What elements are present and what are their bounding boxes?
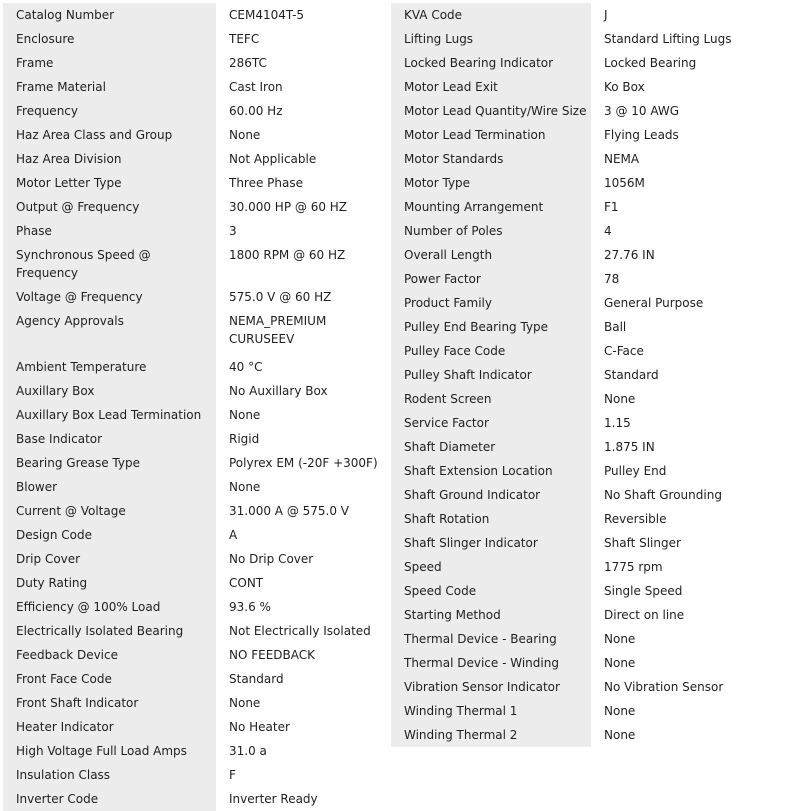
spec-value-line: Inverter Ready bbox=[229, 792, 318, 806]
spec-label: Starting Method bbox=[391, 603, 591, 627]
spec-value-line: No Vibration Sensor bbox=[604, 680, 724, 694]
spec-table-left bbox=[3, 3, 389, 811]
spec-value-line: None bbox=[229, 696, 261, 710]
spec-value bbox=[216, 309, 389, 355]
spec-value bbox=[591, 171, 784, 195]
spec-row bbox=[3, 355, 389, 379]
spec-label: Front Shaft Indicator bbox=[3, 691, 216, 715]
spec-label: Design Code bbox=[3, 523, 216, 547]
spec-value-line: CEM4104T-5 bbox=[229, 8, 305, 22]
spec-row bbox=[3, 619, 389, 643]
spec-label: Feedback Device bbox=[3, 643, 216, 667]
spec-label: Shaft Extension Location bbox=[391, 459, 591, 483]
spec-row bbox=[391, 315, 784, 339]
spec-value-line: None bbox=[604, 656, 636, 670]
spec-value-line: 31.0 a bbox=[229, 744, 267, 758]
spec-label: Enclosure bbox=[3, 27, 216, 51]
spec-row bbox=[391, 651, 784, 675]
spec-value bbox=[216, 715, 389, 739]
spec-value bbox=[591, 603, 784, 627]
spec-value bbox=[591, 51, 784, 75]
spec-value bbox=[216, 51, 389, 75]
spec-row bbox=[391, 459, 784, 483]
spec-value-line: F bbox=[229, 768, 236, 782]
spec-label: Current @ Voltage bbox=[3, 499, 216, 523]
spec-value bbox=[216, 3, 389, 27]
spec-label: Duty Rating bbox=[3, 571, 216, 595]
spec-label: Vibration Sensor Indicator bbox=[391, 675, 591, 699]
spec-value-line: 3 @ 10 AWG bbox=[604, 104, 680, 118]
spec-value-line: Single Speed bbox=[604, 584, 683, 598]
spec-row bbox=[391, 27, 784, 51]
spec-row bbox=[3, 403, 389, 427]
spec-value-line: None bbox=[229, 480, 261, 494]
spec-value-line: 1775 rpm bbox=[604, 560, 663, 574]
spec-value bbox=[216, 787, 389, 811]
spec-value-line: No Auxillary Box bbox=[229, 384, 328, 398]
spec-value bbox=[591, 579, 784, 603]
spec-value-line: Flying Leads bbox=[604, 128, 679, 142]
spec-row bbox=[391, 291, 784, 315]
spec-label: Pulley Face Code bbox=[391, 339, 591, 363]
spec-value bbox=[591, 363, 784, 387]
spec-row bbox=[3, 547, 389, 571]
spec-label: Agency Approvals bbox=[3, 309, 216, 355]
spec-label: Speed Code bbox=[391, 579, 591, 603]
spec-value bbox=[216, 403, 389, 427]
spec-value bbox=[591, 723, 784, 747]
spec-label: Efficiency @ 100% Load bbox=[3, 595, 216, 619]
spec-value-line: Standard bbox=[229, 672, 284, 686]
spec-value-line: Ko Box bbox=[604, 80, 645, 94]
spec-row bbox=[3, 691, 389, 715]
spec-value bbox=[216, 475, 389, 499]
spec-row bbox=[3, 99, 389, 123]
spec-label: Motor Type bbox=[391, 171, 591, 195]
spec-value-line: No Shaft Grounding bbox=[604, 488, 722, 502]
spec-value bbox=[591, 651, 784, 675]
spec-value bbox=[216, 75, 389, 99]
spec-row bbox=[3, 243, 389, 285]
spec-value-line: J bbox=[604, 8, 608, 22]
spec-value bbox=[591, 339, 784, 363]
spec-value bbox=[216, 547, 389, 571]
spec-value-line: NEMA bbox=[604, 152, 640, 166]
spec-value bbox=[591, 75, 784, 99]
spec-row bbox=[391, 171, 784, 195]
spec-row bbox=[3, 451, 389, 475]
spec-label: Blower bbox=[3, 475, 216, 499]
spec-value bbox=[591, 387, 784, 411]
spec-value bbox=[591, 123, 784, 147]
spec-row bbox=[391, 531, 784, 555]
spec-label: Front Face Code bbox=[3, 667, 216, 691]
spec-value-line: Direct on line bbox=[604, 608, 685, 622]
spec-value-line: None bbox=[604, 704, 636, 718]
spec-row bbox=[3, 285, 389, 309]
spec-value bbox=[591, 531, 784, 555]
spec-row bbox=[3, 171, 389, 195]
spec-row bbox=[3, 595, 389, 619]
spec-value bbox=[591, 27, 784, 51]
spec-label: Pulley End Bearing Type bbox=[391, 315, 591, 339]
spec-row bbox=[391, 339, 784, 363]
spec-row bbox=[391, 627, 784, 651]
spec-value bbox=[216, 27, 389, 51]
spec-row bbox=[3, 763, 389, 787]
spec-value-line: 31.000 A @ 575.0 V bbox=[229, 504, 350, 518]
spec-label: Locked Bearing Indicator bbox=[391, 51, 591, 75]
spec-value bbox=[216, 619, 389, 643]
spec-label: Motor Lead Termination bbox=[391, 123, 591, 147]
spec-row bbox=[391, 51, 784, 75]
spec-row bbox=[3, 123, 389, 147]
spec-row bbox=[391, 219, 784, 243]
spec-row bbox=[391, 99, 784, 123]
spec-table-right bbox=[391, 3, 784, 747]
spec-row bbox=[3, 475, 389, 499]
spec-label: Inverter Code bbox=[3, 787, 216, 811]
spec-label: Shaft Diameter bbox=[391, 435, 591, 459]
spec-row bbox=[391, 147, 784, 171]
spec-value-line: 1056M bbox=[604, 176, 645, 190]
spec-row bbox=[391, 123, 784, 147]
spec-value-line: 286TC bbox=[229, 56, 267, 70]
spec-label: Winding Thermal 1 bbox=[391, 699, 591, 723]
spec-value bbox=[216, 99, 389, 123]
spec-value-line: Standard Lifting Lugs bbox=[604, 32, 732, 46]
spec-value bbox=[591, 315, 784, 339]
spec-label: Winding Thermal 2 bbox=[391, 723, 591, 747]
spec-value bbox=[216, 451, 389, 475]
spec-value bbox=[591, 99, 784, 123]
spec-label: Auxillary Box bbox=[3, 379, 216, 403]
spec-value-line: CURUSEEV bbox=[229, 332, 295, 346]
spec-value-line: None bbox=[604, 392, 636, 406]
spec-value bbox=[216, 219, 389, 243]
spec-value bbox=[591, 219, 784, 243]
spec-value bbox=[216, 379, 389, 403]
spec-value-line: Not Electrically Isolated bbox=[229, 624, 371, 638]
spec-value-line: 1.875 IN bbox=[604, 440, 655, 454]
spec-value bbox=[216, 195, 389, 219]
spec-row bbox=[391, 435, 784, 459]
spec-value bbox=[591, 699, 784, 723]
spec-label: Synchronous Speed @ Frequency bbox=[3, 243, 216, 285]
spec-row bbox=[391, 603, 784, 627]
spec-value-line: None bbox=[604, 728, 636, 742]
spec-row bbox=[391, 555, 784, 579]
spec-row bbox=[391, 195, 784, 219]
spec-row bbox=[3, 739, 389, 763]
spec-value bbox=[591, 3, 784, 27]
spec-row bbox=[3, 787, 389, 811]
spec-label: Motor Lead Exit bbox=[391, 75, 591, 99]
spec-value-line: Standard bbox=[604, 368, 659, 382]
spec-row bbox=[391, 75, 784, 99]
spec-value-line: Shaft Slinger bbox=[604, 536, 681, 550]
spec-label: Thermal Device - Winding bbox=[391, 651, 591, 675]
spec-label: Mounting Arrangement bbox=[391, 195, 591, 219]
spec-label: Product Family bbox=[391, 291, 591, 315]
spec-value bbox=[591, 459, 784, 483]
spec-value bbox=[591, 435, 784, 459]
spec-label: Lifting Lugs bbox=[391, 27, 591, 51]
spec-value-line: 93.6 % bbox=[229, 600, 271, 614]
spec-value bbox=[591, 411, 784, 435]
spec-label: Service Factor bbox=[391, 411, 591, 435]
spec-value bbox=[216, 595, 389, 619]
spec-label: Number of Poles bbox=[391, 219, 591, 243]
spec-value-line: Locked Bearing bbox=[604, 56, 697, 70]
spec-label: Auxillary Box Lead Termination bbox=[3, 403, 216, 427]
spec-row bbox=[3, 195, 389, 219]
spec-label: Speed bbox=[391, 555, 591, 579]
spec-value-line: 1.15 bbox=[604, 416, 631, 430]
spec-label: Power Factor bbox=[391, 267, 591, 291]
spec-label: Rodent Screen bbox=[391, 387, 591, 411]
spec-row bbox=[3, 75, 389, 99]
spec-row bbox=[391, 267, 784, 291]
spec-value-line: Rigid bbox=[229, 432, 260, 446]
spec-value bbox=[216, 523, 389, 547]
spec-row bbox=[3, 643, 389, 667]
spec-value bbox=[216, 171, 389, 195]
spec-label: KVA Code bbox=[391, 3, 591, 27]
spec-row bbox=[3, 715, 389, 739]
spec-label: Thermal Device - Bearing bbox=[391, 627, 591, 651]
spec-value-line: General Purpose bbox=[604, 296, 704, 310]
spec-value-line: None bbox=[604, 632, 636, 646]
spec-label: Electrically Isolated Bearing bbox=[3, 619, 216, 643]
spec-value bbox=[216, 643, 389, 667]
spec-value-line: Ball bbox=[604, 320, 627, 334]
spec-value bbox=[216, 499, 389, 523]
spec-value-line: Cast Iron bbox=[229, 80, 283, 94]
spec-value-line: CONT bbox=[229, 576, 264, 590]
spec-value bbox=[591, 291, 784, 315]
spec-row bbox=[391, 699, 784, 723]
spec-value-line: F1 bbox=[604, 200, 619, 214]
spec-label: Ambient Temperature bbox=[3, 355, 216, 379]
spec-value bbox=[591, 555, 784, 579]
spec-value-line: Pulley End bbox=[604, 464, 667, 478]
spec-value-line: No Drip Cover bbox=[229, 552, 314, 566]
spec-value-line: 575.0 V @ 60 HZ bbox=[229, 290, 332, 304]
spec-value-line: NO FEEDBACK bbox=[229, 648, 316, 662]
spec-value bbox=[591, 675, 784, 699]
spec-value-line: TEFC bbox=[229, 32, 260, 46]
spec-label: Haz Area Division bbox=[3, 147, 216, 171]
spec-row bbox=[3, 3, 389, 27]
spec-value-line: Three Phase bbox=[229, 176, 304, 190]
spec-value bbox=[216, 285, 389, 309]
spec-value bbox=[591, 483, 784, 507]
spec-row bbox=[3, 523, 389, 547]
spec-value bbox=[591, 507, 784, 531]
spec-label: Frame bbox=[3, 51, 216, 75]
spec-row bbox=[391, 675, 784, 699]
spec-row bbox=[3, 499, 389, 523]
spec-label: Output @ Frequency bbox=[3, 195, 216, 219]
spec-value bbox=[591, 267, 784, 291]
spec-row bbox=[3, 219, 389, 243]
spec-value bbox=[591, 627, 784, 651]
spec-value-line: None bbox=[229, 128, 261, 142]
spec-label: High Voltage Full Load Amps bbox=[3, 739, 216, 763]
spec-row bbox=[391, 243, 784, 267]
spec-value bbox=[216, 147, 389, 171]
spec-value-line: 78 bbox=[604, 272, 620, 286]
spec-label: Voltage @ Frequency bbox=[3, 285, 216, 309]
spec-value-line: A bbox=[229, 528, 238, 542]
spec-value bbox=[216, 739, 389, 763]
spec-row bbox=[3, 27, 389, 51]
spec-value-line: Polyrex EM (-20F +300F) bbox=[229, 456, 378, 470]
spec-value bbox=[216, 123, 389, 147]
spec-value-line: 4 bbox=[604, 224, 612, 238]
spec-label: Frequency bbox=[3, 99, 216, 123]
spec-label: Pulley Shaft Indicator bbox=[391, 363, 591, 387]
spec-label: Phase bbox=[3, 219, 216, 243]
spec-value bbox=[216, 763, 389, 787]
spec-value-line: Not Applicable bbox=[229, 152, 317, 166]
spec-value bbox=[591, 147, 784, 171]
spec-row bbox=[3, 51, 389, 75]
spec-value-line: Reversible bbox=[604, 512, 667, 526]
spec-value-line: No Heater bbox=[229, 720, 290, 734]
spec-row bbox=[391, 3, 784, 27]
spec-label: Motor Letter Type bbox=[3, 171, 216, 195]
spec-label: Haz Area Class and Group bbox=[3, 123, 216, 147]
spec-value bbox=[591, 243, 784, 267]
spec-value-line: 1800 RPM @ 60 HZ bbox=[229, 248, 346, 262]
spec-row bbox=[3, 571, 389, 595]
spec-label: Motor Lead Quantity/Wire Size bbox=[391, 99, 591, 123]
spec-label: Base Indicator bbox=[3, 427, 216, 451]
spec-row bbox=[3, 147, 389, 171]
spec-row bbox=[391, 411, 784, 435]
spec-value-line: 3 bbox=[229, 224, 237, 238]
spec-value-line: 60.00 Hz bbox=[229, 104, 283, 118]
spec-label: Shaft Slinger Indicator bbox=[391, 531, 591, 555]
spec-value bbox=[216, 691, 389, 715]
spec-label: Shaft Rotation bbox=[391, 507, 591, 531]
spec-row bbox=[391, 363, 784, 387]
spec-label: Overall Length bbox=[391, 243, 591, 267]
spec-row bbox=[3, 309, 389, 355]
spec-row bbox=[3, 427, 389, 451]
spec-value-line: 27.76 IN bbox=[604, 248, 655, 262]
spec-value-line: C-Face bbox=[604, 344, 644, 358]
spec-row bbox=[391, 507, 784, 531]
spec-label: Bearing Grease Type bbox=[3, 451, 216, 475]
spec-row bbox=[391, 579, 784, 603]
spec-row bbox=[3, 379, 389, 403]
spec-value bbox=[591, 195, 784, 219]
spec-label: Insulation Class bbox=[3, 763, 216, 787]
spec-row bbox=[3, 667, 389, 691]
spec-row bbox=[391, 483, 784, 507]
spec-label: Catalog Number bbox=[3, 3, 216, 27]
spec-value bbox=[216, 355, 389, 379]
spec-label: Shaft Ground Indicator bbox=[391, 483, 591, 507]
spec-value-line: NEMA_PREMIUM bbox=[229, 314, 327, 328]
spec-value-line: None bbox=[229, 408, 261, 422]
spec-row bbox=[391, 387, 784, 411]
spec-label: Motor Standards bbox=[391, 147, 591, 171]
spec-label: Frame Material bbox=[3, 75, 216, 99]
spec-row bbox=[391, 723, 784, 747]
spec-value-line: 40 °C bbox=[229, 360, 263, 374]
spec-value bbox=[216, 667, 389, 691]
spec-value-line: 30.000 HP @ 60 HZ bbox=[229, 200, 348, 214]
spec-label: Drip Cover bbox=[3, 547, 216, 571]
spec-value bbox=[216, 571, 389, 595]
spec-value bbox=[216, 427, 389, 451]
spec-label: Heater Indicator bbox=[3, 715, 216, 739]
spec-value bbox=[216, 243, 389, 285]
